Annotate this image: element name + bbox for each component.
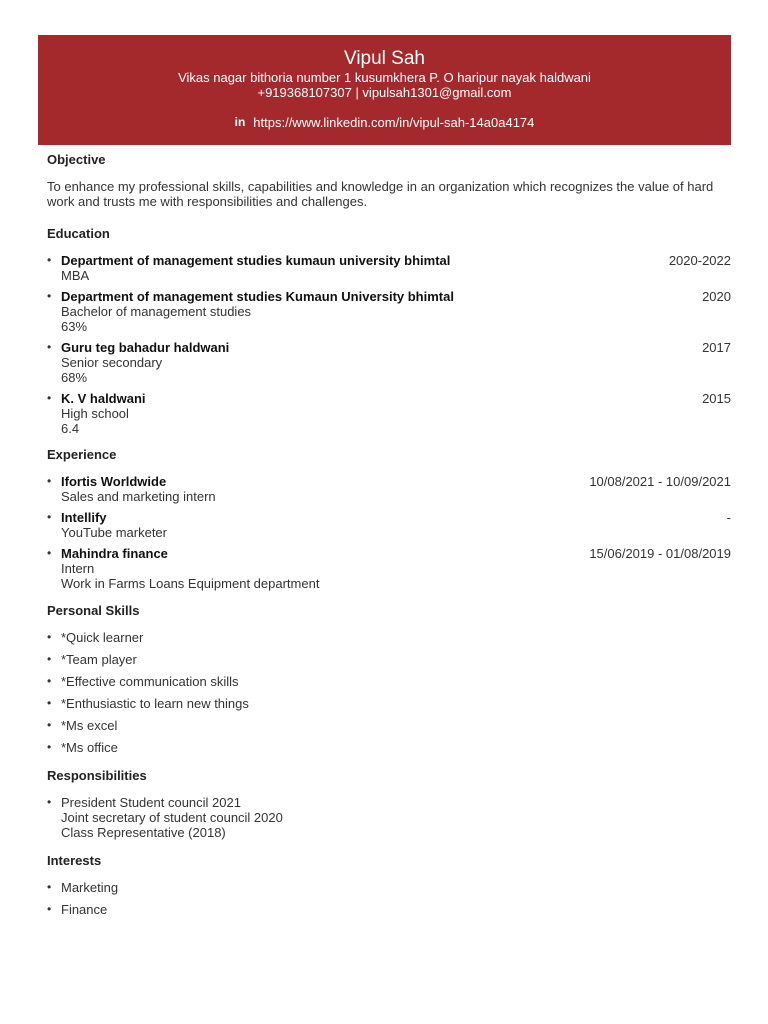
education-date: 2020-2022 [668,253,731,268]
interest-item: • Marketing [47,880,731,895]
education-institution: • K. V haldwani [61,391,146,406]
linkedin-icon: in [234,115,246,129]
education-detail: 6.4 [61,421,80,436]
experience-detail: YouTube marketer [61,525,167,540]
linkedin-link[interactable]: https://www.linkedin.com/in/vipul-sah-14a0a4174 [253,115,535,130]
experience-date: 10/08/2021 - 10/09/2021 [589,474,731,489]
education-date: 2020 [702,289,731,304]
education-item [47,253,731,283]
resume-header [38,35,731,145]
experience-company: • Intellify [61,510,107,525]
skill-item: • *Team player [47,652,731,667]
education-item [47,340,731,385]
education-date: 2017 [702,340,731,355]
education-detail: Senior secondary [61,355,163,370]
education-list [47,253,731,436]
responsibility-item [47,795,731,840]
address: Vikas nagar bithoria number 1 kusumkhera P. O haripur nayak haldwani [178,70,591,85]
experience-date: - [726,510,731,525]
section-title-responsibilities: Responsibilities [47,768,147,783]
education-detail: MBA [61,268,90,283]
responsibility-line: Class Representative (2018) [61,825,226,840]
experience-detail: Intern [61,561,95,576]
education-item [47,289,731,334]
education-date: 2015 [702,391,731,406]
experience-item [47,510,731,540]
section-title-objective: Objective [47,152,106,167]
contact-info: +919368107307 | vipulsah1301@gmail.com [257,85,512,100]
experience-company: • Ifortis Worldwide [61,474,167,489]
education-institution: • Department of management studies Kumaun University bhimtal [61,289,454,304]
experience-detail: Sales and marketing intern [61,489,216,504]
objective-text: To enhance my professional skills, capabilities and knowledge in an organization which recognizes the value of hard work and trusts me with responsibilities and challenges. [47,179,714,209]
resume-body [47,152,731,924]
education-detail: 63% [61,319,88,334]
interest-item: • Finance [47,902,731,917]
section-title-experience: Experience [47,447,117,462]
education-detail: Bachelor of management studies [61,304,252,319]
candidate-name: Vipul Sah [344,48,425,69]
experience-list [47,474,731,591]
education-detail: High school [61,406,129,421]
skill-item: • *Ms office [47,740,731,755]
section-title-skills: Personal Skills [47,603,140,618]
skill-item: • *Quick learner [47,630,731,645]
experience-item [47,474,731,504]
education-item [47,391,731,436]
section-title-interests: Interests [47,853,102,868]
linkedin-row [38,115,731,130]
skill-item: • *Enthusiastic to learn new things [47,696,731,711]
education-institution: • Department of management studies kumaun university bhimtal [61,253,451,268]
education-institution: • Guru teg bahadur haldwani [61,340,230,355]
skill-item: • *Ms excel [47,718,731,733]
experience-detail: Work in Farms Loans Equipment department [61,576,320,591]
experience-item [47,546,731,591]
section-title-education: Education [47,226,110,241]
responsibility-line: • President Student council 2021 [61,795,241,810]
skills-list [47,630,731,755]
experience-company: • Mahindra finance [61,546,168,561]
responsibility-line: Joint secretary of student council 2020 [61,810,283,825]
education-detail: 68% [61,370,88,385]
responsibilities-list [47,795,731,840]
experience-date: 15/06/2019 - 01/08/2019 [589,546,731,561]
interests-list [47,880,731,917]
skill-item: • *Effective communication skills [47,674,731,689]
